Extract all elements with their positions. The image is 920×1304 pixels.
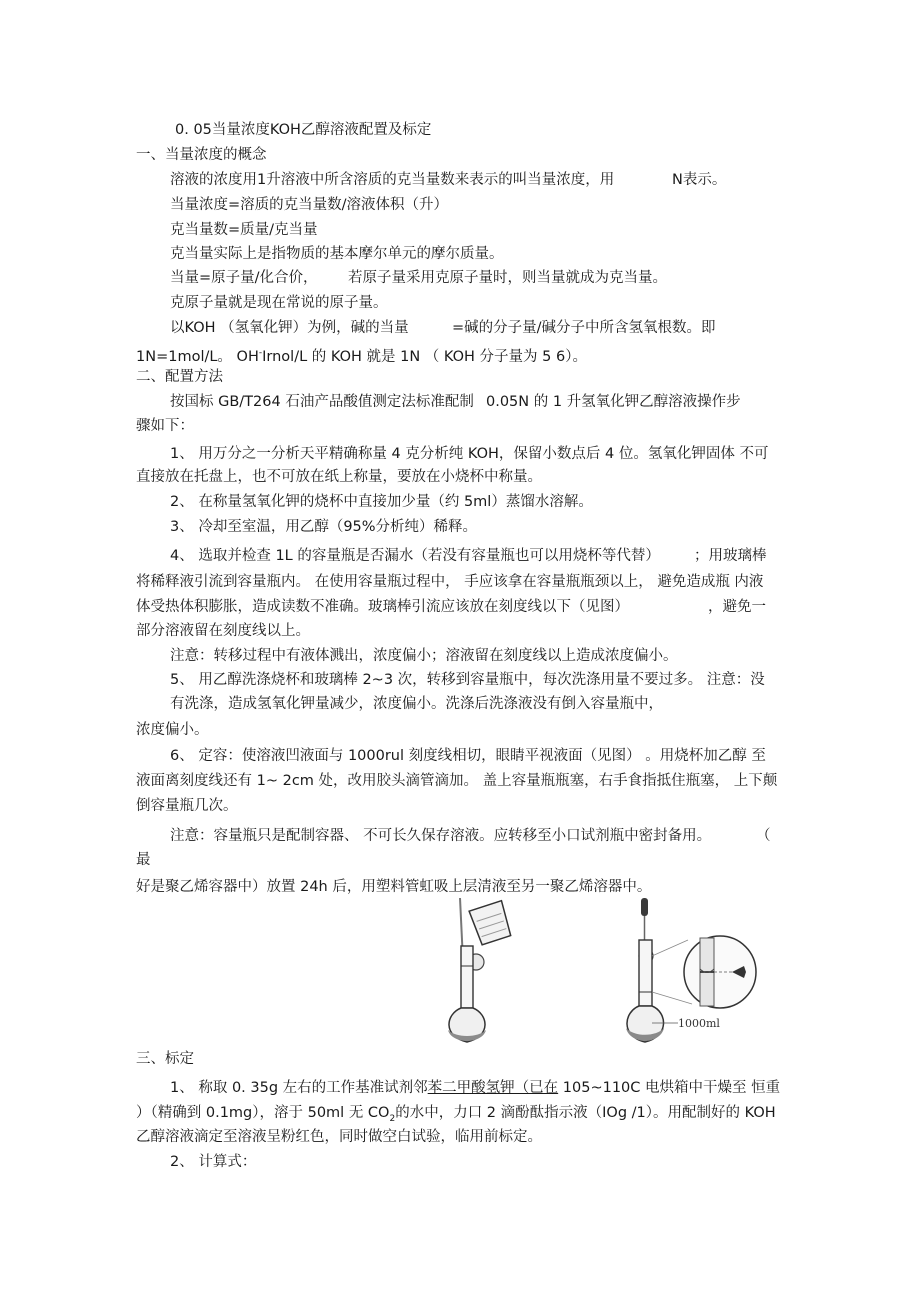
note-paren: （ [756,828,771,844]
calib-step-1-cont: 乙醇溶液滴定至溶液呈粉红色，同时做空白试验，临用前标定。 [136,1129,542,1145]
step-6-cont: 液面离刻度线还有 1~ 2cm 处，改用胶头滴管滴加。 盖上容量瓶瓶塞，右手食指抵住瓶塞， 上下颠 [136,773,778,789]
page-title: 0. 05当量浓度KOH乙醇溶液配置及标定 [175,122,432,138]
step-1: 1、 用万分之一分析天平精确称量 4 克分析纯 KOH，保留小数点后 4 位。氢氧化钾固体 不可 [170,446,769,462]
calib-step-2: 2、 计算式： [170,1154,257,1170]
paragraph: 克原子量就是现在常说的原子量。 [170,295,388,311]
subscript: 2 [389,1113,396,1124]
step-4-cont: ；用玻璃棒 [694,548,767,564]
step-4-cont: 部分溶液留在刻度线以上。 [136,623,310,639]
step-6-cont: 倒容量瓶几次。 [136,798,238,814]
step-5-cont: 有洗涤，造成氢氧化钾量减少，浓度偏小。洗涤后洗涤液没有倒入容量瓶中， [170,696,663,712]
note-cont: 最 [136,852,151,868]
step-6: 6、 定容：使溶液凹液面与 1000rul 刻度线相切，眼睛平视液面（见图） 。用烧杯加乙醇 至 [170,748,766,764]
step-5-cont: 浓度偏小。 [136,722,209,738]
text: 1N=1mol/L。 OH [136,348,259,365]
underlined-text: 苯二甲酸氢钾（已在 [427,1080,559,1096]
step-1-cont: 直接放在托盘上，也不可放在纸上称量，要放在小烧杯中称量。 [136,469,542,485]
text: 的水中，力口 2 滴酚酞指示液（IOg /1）。用配制好的 KOH [395,1105,776,1121]
paragraph: 以KOH （氢氧化钾）为例，碱的当量 [170,320,409,336]
step-4-cont: 体受热体积膨胀，造成读数不准确。玻璃棒引流应该放在刻度线以下（见图） [136,599,629,615]
step-5: 5、 用乙醇洗涤烧杯和玻璃棒 2~3 次，转移到容量瓶中，每次洗涤用量不要过多。 注意：没 [170,672,765,688]
figure-flask-meniscus [620,896,760,1048]
paragraph: 当量浓度=溶质的克当量数/溶液体积（升） [170,197,449,213]
paragraph: 按国标 GB/T264 石油产品酸值测定法标准配制 [170,394,474,410]
step-2: 2、 在称量氢氧化钾的烧杯中直接加少量（约 5ml）蒸馏水溶解。 [170,494,593,510]
text: Irnol/L 的 KOH 就是 1N （ KOH 分子量为 5 6）。 [262,348,587,365]
paragraph: 溶液的浓度用1升溶液中所含溶质的克当量数来表示的叫当量浓度，用 [170,172,615,188]
paragraph: 克当量数=质量/克当量 [170,222,318,238]
figure-pouring-flask [438,896,528,1048]
calib-step-1-cont [136,1103,776,1129]
scale-label: 1000ml [678,1017,720,1030]
step-4-cont: 将稀释液引流到容量瓶内。 在使用容量瓶过程中， 手应该拿在容量瓶瓶颈以上， 避免造成瓶 内液 [136,574,764,590]
calib-step-1 [170,1078,780,1098]
paragraph: 克当量实际上是指物质的基本摩尔单元的摩尔质量。 [170,246,504,262]
paragraph-cont: =碱的分子量/碱分子中所含氢氧根数。即 [452,320,716,336]
paragraph-cont: 若原子量采用克原子量时，则当量就成为克当量。 [348,270,667,286]
step-4-cont: ，避免一 [708,599,766,615]
step-4: 4、 选取并检查 1L 的容量瓶是否漏水（若没有容量瓶也可以用烧杯等代替） [170,548,660,564]
note: 注意：容量瓶只是配制容器、 不可长久保存溶液。应转移至小口试剂瓶中密封备用。 [170,828,712,844]
paragraph-cont: N表示。 [672,172,727,188]
paragraph: 骤如下： [136,418,194,434]
note-cont: 好是聚乙烯容器中）放置 24h 后，用塑料管虹吸上层清液至另一聚乙烯溶器中。 [136,879,652,895]
paragraph [136,343,587,367]
paragraph: 当量=原子量/化合价， [170,270,318,286]
section-heading-2: 二、配置方法 [136,369,223,385]
text: 105~110C 电烘箱中干燥至 恒重 [558,1080,781,1096]
step-3: 3、 冷却至室温，用乙醇（95%分析纯）稀释。 [170,519,478,535]
text: ）（精确到 0.1mg），溶于 50ml 无 CO [136,1105,390,1121]
note: 注意：转移过程中有液体溅出，浓度偏小；溶液留在刻度线以上造成浓度偏小。 [170,648,678,664]
text: 1、 称取 0. 35g 左右的工作基准试剂邻 [170,1080,428,1096]
paragraph-cont: 0.05N 的 1 升氢氧化钾乙醇溶液操作步 [486,394,741,410]
section-heading-3: 三、标定 [136,1051,194,1067]
superscript: - [258,348,263,358]
section-heading-1: 一、当量浓度的概念 [136,147,267,163]
